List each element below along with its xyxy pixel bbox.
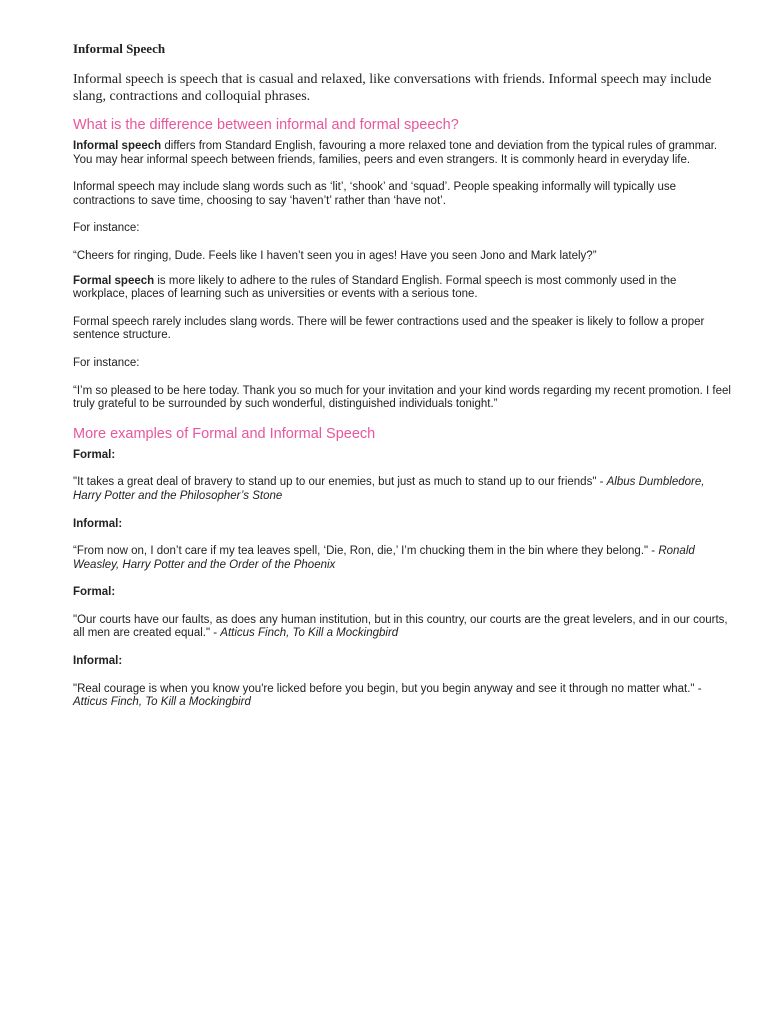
- formal-speech-term: Formal speech: [73, 274, 155, 287]
- informal-speech-paragraph: [73, 140, 732, 167]
- example-quote-text: “From now on, I don’t care if my tea leaves spell, ‘Die, Ron, die,’ I’m chucking them in the bin where they belong." -: [73, 545, 659, 558]
- example-quote: [73, 545, 732, 572]
- example-quote: [73, 683, 732, 710]
- slang-paragraph: Informal speech may include slang words such as ‘lit’, ‘shook’ and ‘squad’. People speaking informally will typically use contractions to save time, choosing to say ‘haven’t’ rather than ‘have not’.: [73, 181, 676, 207]
- formal-slang-paragraph: Formal speech rarely includes slang words. There will be fewer contractions used and the speaker is likely to follow a proper sentence structure.: [73, 315, 705, 342]
- example-quote-text: "Real courage is when you know you're licked before you begin, but you begin anyway and see it through no matter what." -: [73, 682, 702, 695]
- informal-example-quote: “Cheers for ringing, Dude. Feels like I haven’t seen you in ages! Have you seen Jono and Mark lately?”: [73, 249, 597, 262]
- for-instance-formal: For instance:: [73, 356, 140, 369]
- for-instance-informal: For instance:: [73, 222, 140, 235]
- example-quote: [73, 476, 732, 503]
- example-label-text: Informal:: [73, 655, 123, 668]
- example-label-text: Formal:: [73, 448, 116, 461]
- example-source: Ronald Weasley, Harry Potter and the Order of the Phoenix: [73, 545, 695, 571]
- example-label: [73, 518, 732, 532]
- formal-speech-paragraph: [73, 275, 732, 302]
- example-label: [73, 449, 732, 463]
- document-title: Informal Speech: [73, 41, 166, 56]
- example-label-text: Formal:: [73, 586, 116, 599]
- formal-speech-text: is more likely to adhere to the rules of Standard English. Formal speech is most commonly used in the workplace, places of learning such as universities or events with a serious tone.: [73, 274, 677, 301]
- example-label: [73, 586, 732, 600]
- section-heading-more-examples: More examples of Formal and Informal Speech: [73, 425, 376, 442]
- example-quote: [73, 614, 732, 641]
- example-source: Atticus Finch, To Kill a Mockingbird: [220, 627, 399, 640]
- example-quote-text: "It takes a great deal of bravery to stand up to our enemies, but just as much to stand up to our friends" -: [73, 476, 607, 489]
- example-label-text: Informal:: [73, 517, 123, 530]
- example-quote-text: "Our courts have our faults, as does any human institution, but in this country, our courts are the great levelers, and in our courts, all men are created equal." -: [73, 613, 728, 640]
- example-label: [73, 655, 732, 669]
- informal-speech-term: Informal speech: [73, 140, 162, 152]
- informal-speech-text: differs from Standard English, favouring a more relaxed tone and deviation from the typical rules of grammar. You may hear informal speech between friends, families, peers and even strangers. It is commonly heard in everyday life.: [73, 140, 718, 166]
- example-source: Albus Dumbledore, Harry Potter and the Philosopher’s Stone: [73, 476, 705, 502]
- example-source: Atticus Finch, To Kill a Mockingbird: [73, 696, 251, 709]
- formal-example-quote: “I’m so pleased to be here today. Thank you so much for your invitation and your kind words regarding my recent promotion. I feel truly grateful to be surrounded by such wonderful, distinguished individuals tonight.”: [73, 384, 731, 411]
- section-heading-difference: What is the difference between informal and formal speech?: [73, 117, 459, 133]
- intro-paragraph: Informal speech is speech that is casual and relaxed, like conversations with friends. Informal speech may include slang, contractions and colloquial phrases.: [73, 72, 712, 104]
